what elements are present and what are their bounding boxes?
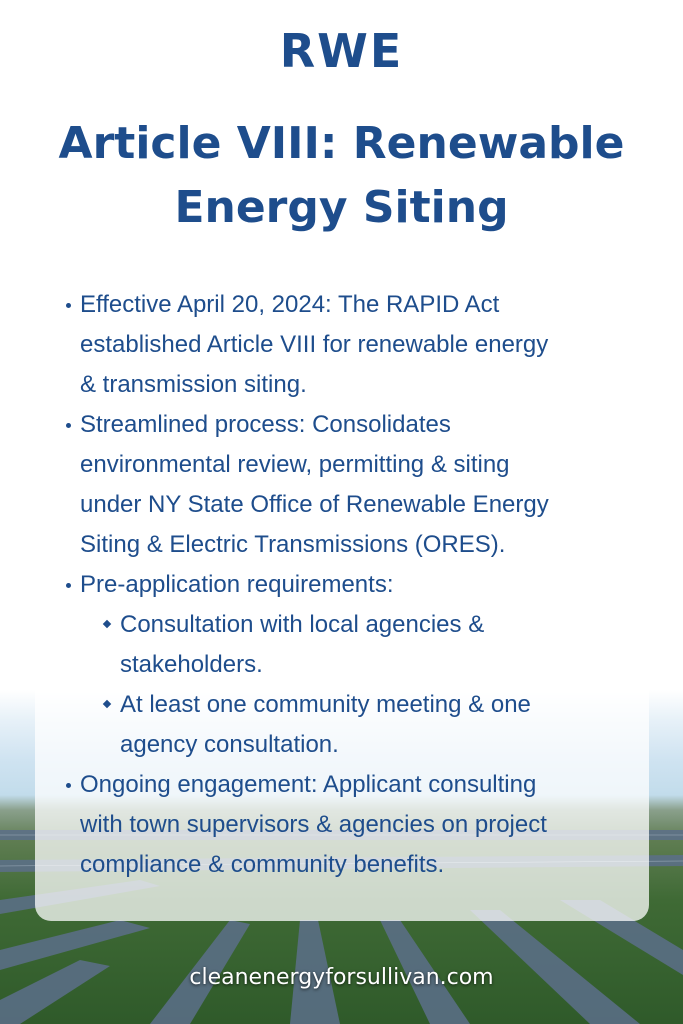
- page-title: [0, 112, 683, 240]
- sub-bullet-community-meeting: At least one community meeting & one agency consultation.: [60, 685, 660, 765]
- website-url: cleanenergyforsullivan.com: [189, 965, 494, 990]
- sub-bullet-consultation: Consultation with local agencies & stakeholders.: [60, 605, 660, 685]
- bullet-pre-application: Pre-application requirements:: [60, 565, 660, 605]
- bullet-streamlined-process: Streamlined process: Consolidates environmental review, permitting & siting under NY State Office of Renewable Energy Siting & Electric Transmissions (ORES).: [60, 405, 660, 565]
- bullet-list: [60, 285, 660, 885]
- bullet-ongoing-engagement: Ongoing engagement: Applicant consulting with town supervisors & agencies on project compliance & community benefits.: [60, 765, 660, 885]
- title-line-2: Energy Siting: [174, 182, 509, 233]
- bullet-effective-date: Effective April 20, 2024: The RAPID Act established Article VIII for renewable energy & transmission siting.: [60, 285, 660, 405]
- rwe-logo: RWE: [279, 24, 404, 78]
- title-line-1: Article VIII: Renewable: [58, 118, 625, 169]
